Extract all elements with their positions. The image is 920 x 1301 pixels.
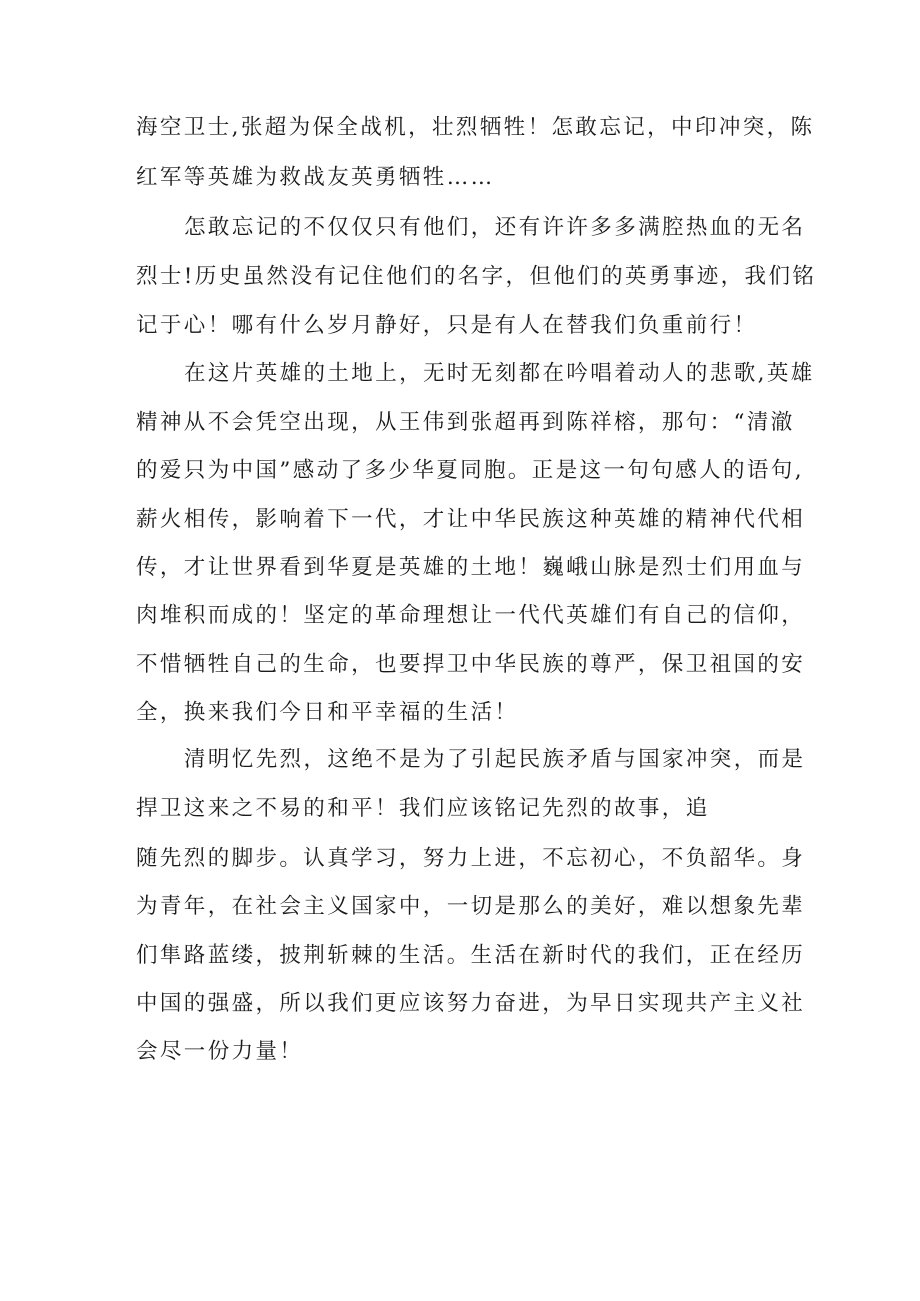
paragraph-start-line: 清明忆先烈，这绝不是为了引起民族矛盾与国家冲突，而是 [184,747,806,772]
text-line: 红军等英雄为救战友英勇牺牲…… [136,165,495,190]
text-line: 薪火相传，影响着下一代，才让中华民族这种英雄的精神代代相 [136,507,806,532]
text-line: 中国的强盛，所以我们更应该努力奋进，为早日实现共产主义社 [136,991,806,1016]
text-line: 会尽一份力量！ [136,1039,304,1064]
text-line: 不惜牺牲自己的生命，也要捍卫中华民族的尊严，保卫祖国的安 [136,652,806,677]
text-line: 们隼路蓝缕，披荆斩棘的生活。生活在新时代的我们，正在经历 [136,943,806,968]
text-line: 精神从不会凭空出现，从王伟到张超再到陈祥榕，那句：“清澈 [136,410,795,435]
text-line: 捍卫这来之不易的和平！我们应该铭记先烈的故事，追 [136,796,710,821]
text-line: 传，才让世界看到华夏是英雄的土地！巍峨山脉是烈士们用血与 [136,555,806,580]
text-line: 随先烈的脚步。认真学习，努力上进，不忘初心，不负韶华。身 [136,846,806,871]
text-line: 肉堆积而成的！坚定的革命理想让一代代英雄们有自己的信仰， [136,603,806,628]
text-line: 为青年，在社会主义国家中，一切是那么的美好，难以想象先辈 [136,894,806,919]
text-line: 烈士!历史虽然没有记住他们的名字，但他们的英勇事迹，我们铭 [136,264,817,289]
text-line: 的爱只为中国”感动了多少华夏同胞。正是这一句句感人的语句, [136,458,804,483]
text-line: 全，换来我们今日和平幸福的生活！ [136,700,519,725]
paragraph-start-line: 怎敢忘记的不仅仅只有他们，还有许许多多满腔热血的无名 [184,215,806,240]
text-line: 记于心！哪有什么岁月静好，只是有人在替我们负重前行！ [136,313,758,338]
paragraph-start-line: 在这片英雄的土地上，无时无刻都在吟唱着动人的悲歌,英雄 [184,361,815,386]
text-line: 海空卫士,张超为保全战机，壮烈牺牲！怎敢忘记，中印冲突，陈 [136,115,815,140]
